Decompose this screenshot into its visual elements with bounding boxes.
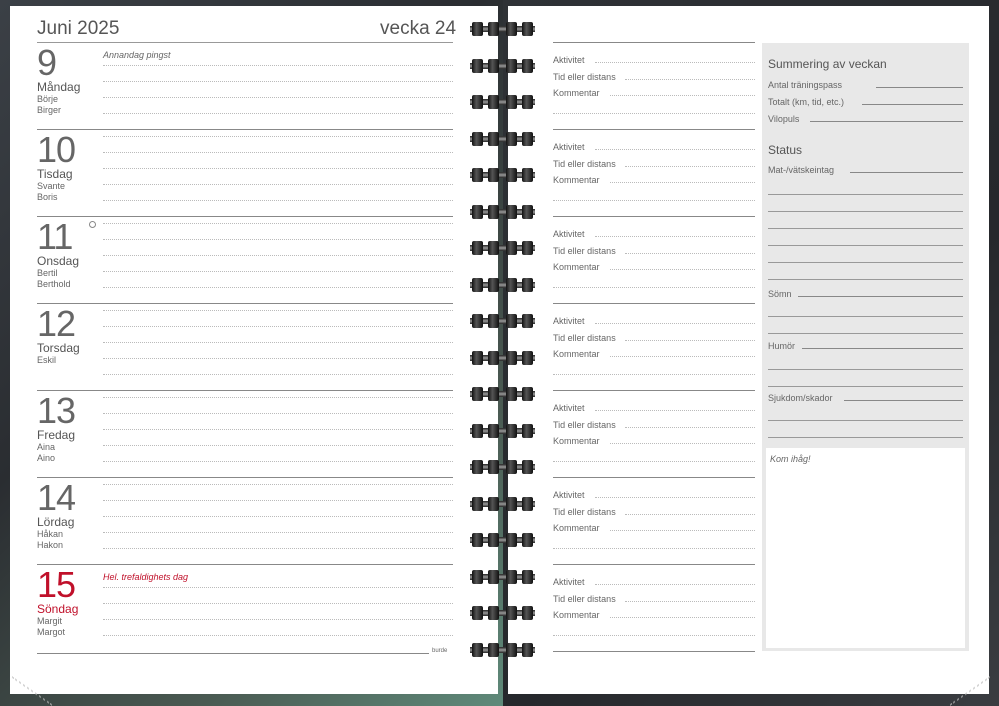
writing-line bbox=[103, 619, 453, 620]
writing-line bbox=[103, 500, 453, 501]
holiday-note: Hel. trefaldighets dag bbox=[103, 572, 189, 582]
day-block-saturday[interactable] bbox=[37, 478, 453, 565]
spiral-ring bbox=[470, 95, 535, 109]
activity-field[interactable] bbox=[553, 72, 755, 82]
writing-line bbox=[103, 65, 453, 66]
name-day: Berthold bbox=[37, 279, 71, 289]
dotted-line bbox=[610, 530, 755, 531]
day-number: 10 bbox=[37, 129, 76, 170]
activity-field-label: Tid eller distans bbox=[553, 71, 616, 82]
week-summary-panel bbox=[762, 43, 969, 651]
field-training-sessions[interactable] bbox=[768, 80, 963, 90]
activity-field-label: Kommentar bbox=[553, 523, 600, 533]
remember-box[interactable] bbox=[766, 448, 965, 648]
day-block-friday[interactable] bbox=[37, 391, 453, 478]
activity-field[interactable] bbox=[553, 594, 755, 604]
fill-line bbox=[798, 296, 963, 297]
activity-field-label: Kommentar bbox=[553, 436, 600, 446]
activity-field[interactable] bbox=[553, 229, 755, 239]
activity-field-label: Aktivitet bbox=[553, 577, 585, 587]
spiral-ring bbox=[470, 424, 535, 438]
day-name: Fredag bbox=[37, 428, 76, 442]
fill-line bbox=[862, 104, 963, 105]
writing-line bbox=[553, 461, 755, 462]
dotted-line bbox=[625, 514, 755, 515]
dotted-line bbox=[610, 182, 755, 183]
activity-field[interactable] bbox=[553, 403, 755, 413]
name-day: Bertil bbox=[37, 268, 58, 278]
fill-line bbox=[768, 262, 963, 263]
field-sleep[interactable] bbox=[768, 289, 963, 299]
activity-field-label: Aktivitet bbox=[553, 229, 585, 239]
writing-line bbox=[103, 113, 453, 114]
fill-line bbox=[768, 420, 963, 421]
spiral-ring bbox=[470, 643, 535, 657]
spiral-ring bbox=[470, 132, 535, 146]
activity-field-label: Tid eller distans bbox=[553, 158, 616, 169]
activity-field[interactable] bbox=[553, 436, 755, 446]
activity-block[interactable] bbox=[553, 130, 755, 217]
writing-line bbox=[103, 342, 453, 343]
activity-field-label: Kommentar bbox=[553, 610, 600, 620]
activity-field-label: Kommentar bbox=[553, 175, 600, 185]
dotted-line bbox=[595, 236, 755, 237]
dotted-line bbox=[610, 269, 755, 270]
dotted-line bbox=[595, 497, 755, 498]
spiral-ring bbox=[470, 460, 535, 474]
status-title: Status bbox=[768, 143, 803, 157]
dotted-line bbox=[595, 149, 755, 150]
dotted-line bbox=[610, 356, 755, 357]
dotted-line bbox=[595, 323, 755, 324]
day-number-holiday: 15 bbox=[37, 564, 76, 605]
remember-label: Kom ihåg! bbox=[770, 454, 811, 464]
fill-line bbox=[768, 211, 963, 212]
writing-line bbox=[103, 287, 453, 288]
day-block-sunday[interactable] bbox=[37, 565, 453, 652]
writing-line bbox=[553, 548, 755, 549]
writing-line bbox=[103, 239, 453, 240]
activity-field[interactable] bbox=[553, 88, 755, 98]
writing-line bbox=[103, 516, 453, 517]
name-day: Aina bbox=[37, 442, 56, 452]
name-day: Eskil bbox=[37, 355, 57, 365]
name-day: Margot bbox=[37, 627, 66, 637]
activity-field[interactable] bbox=[553, 246, 755, 256]
activity-field[interactable] bbox=[553, 333, 755, 343]
activity-field[interactable] bbox=[553, 577, 755, 587]
writing-line bbox=[103, 635, 453, 636]
day-number: 13 bbox=[37, 390, 76, 431]
writing-line bbox=[103, 413, 453, 414]
activity-field-label: Aktivitet bbox=[553, 490, 585, 500]
month-title: Juni 2025 bbox=[37, 18, 120, 39]
writing-line bbox=[103, 310, 453, 311]
name-day: Börje bbox=[37, 94, 59, 104]
dotted-line bbox=[595, 62, 755, 63]
day-block-monday[interactable] bbox=[37, 43, 453, 130]
activity-field[interactable] bbox=[553, 142, 755, 152]
activity-field[interactable] bbox=[553, 523, 755, 533]
dotted-line bbox=[625, 427, 755, 428]
spiral-ring bbox=[470, 278, 535, 292]
day-number: 14 bbox=[37, 477, 76, 518]
activity-field[interactable] bbox=[553, 420, 755, 430]
day-block-tuesday[interactable] bbox=[37, 130, 453, 217]
spiral-ring bbox=[470, 22, 535, 36]
writing-line bbox=[103, 587, 453, 588]
activity-field-label: Tid eller distans bbox=[553, 332, 616, 343]
activity-field-label: Tid eller distans bbox=[553, 419, 616, 430]
fill-line bbox=[768, 279, 963, 280]
fill-line bbox=[844, 400, 963, 401]
fill-line bbox=[768, 386, 963, 387]
activity-field[interactable] bbox=[553, 349, 755, 359]
activity-field[interactable] bbox=[553, 490, 755, 500]
spiral-ring bbox=[470, 168, 535, 182]
activity-block[interactable] bbox=[553, 565, 755, 652]
dotted-line bbox=[625, 79, 755, 80]
day-name: Måndag bbox=[37, 80, 81, 94]
dotted-line bbox=[610, 95, 755, 96]
activity-field[interactable] bbox=[553, 159, 755, 169]
activity-field-label: Tid eller distans bbox=[553, 245, 616, 256]
activity-field-label: Aktivitet bbox=[553, 142, 585, 152]
field-label: Vilopuls bbox=[768, 114, 800, 124]
day-number: 9 bbox=[37, 42, 57, 83]
writing-line bbox=[103, 200, 453, 201]
day-block-wednesday[interactable] bbox=[37, 217, 453, 304]
full-moon-icon bbox=[89, 221, 96, 228]
fill-line bbox=[768, 369, 963, 370]
fill-line bbox=[810, 121, 963, 122]
writing-line bbox=[103, 484, 453, 485]
writing-line bbox=[103, 445, 453, 446]
spiral-ring bbox=[470, 533, 535, 547]
activity-field-label: Kommentar bbox=[553, 349, 600, 359]
name-day: Aino bbox=[37, 453, 56, 463]
activity-field-label: Aktivitet bbox=[553, 403, 585, 413]
writing-line bbox=[103, 81, 453, 82]
spiral-ring bbox=[470, 205, 535, 219]
writing-line bbox=[103, 136, 453, 137]
fill-line bbox=[768, 245, 963, 246]
field-label: Totalt (km, tid, etc.) bbox=[768, 97, 845, 107]
dotted-line bbox=[595, 584, 755, 585]
field-label: Sjukdom/skador bbox=[768, 393, 833, 403]
writing-line bbox=[103, 326, 453, 327]
writing-line bbox=[103, 532, 453, 533]
writing-line bbox=[103, 374, 453, 375]
fill-line bbox=[768, 316, 963, 317]
summary-title: Summering av veckan bbox=[768, 57, 887, 71]
name-day: Håkan bbox=[37, 529, 64, 539]
writing-line bbox=[553, 287, 755, 288]
spiral-ring bbox=[470, 387, 535, 401]
dotted-line bbox=[610, 617, 755, 618]
field-label: Antal träningspass bbox=[768, 80, 843, 90]
brand-logo: burde bbox=[432, 648, 448, 654]
writing-line bbox=[103, 184, 453, 185]
day-name-holiday: Söndag bbox=[37, 602, 79, 616]
day-name: Onsdag bbox=[37, 254, 80, 268]
activity-field-label: Kommentar bbox=[553, 88, 600, 98]
spiral-ring bbox=[470, 59, 535, 73]
activity-field[interactable] bbox=[553, 507, 755, 517]
dotted-line bbox=[610, 443, 755, 444]
field-label: Mat-/vätskeintag bbox=[768, 165, 835, 175]
writing-line bbox=[553, 374, 755, 375]
day-note: Annandag pingst bbox=[103, 50, 171, 60]
activity-field-label: Tid eller distans bbox=[553, 506, 616, 517]
field-total[interactable] bbox=[768, 97, 963, 107]
writing-line bbox=[553, 113, 755, 114]
activity-block[interactable] bbox=[553, 478, 755, 565]
writing-line bbox=[103, 271, 453, 272]
day-name: Tisdag bbox=[37, 167, 73, 181]
writing-line bbox=[103, 97, 453, 98]
activity-block[interactable] bbox=[553, 391, 755, 478]
writing-line bbox=[103, 168, 453, 169]
dotted-line bbox=[625, 601, 755, 602]
spiral-ring bbox=[470, 606, 535, 620]
activity-field[interactable] bbox=[553, 316, 755, 326]
writing-line bbox=[103, 461, 453, 462]
activity-field[interactable] bbox=[553, 175, 755, 185]
footer-rule bbox=[37, 653, 429, 654]
name-day: Birger bbox=[37, 105, 62, 115]
writing-line bbox=[103, 429, 453, 430]
activity-field-label: Kommentar bbox=[553, 262, 600, 272]
dotted-line bbox=[625, 253, 755, 254]
field-food-intake[interactable] bbox=[768, 165, 963, 175]
day-block-thursday[interactable] bbox=[37, 304, 453, 391]
writing-line bbox=[103, 255, 453, 256]
activity-field[interactable] bbox=[553, 610, 755, 620]
dotted-line bbox=[595, 410, 755, 411]
writing-line bbox=[553, 635, 755, 636]
field-mood[interactable] bbox=[768, 341, 963, 351]
activity-field-label: Tid eller distans bbox=[553, 593, 616, 604]
name-day: Svante bbox=[37, 181, 66, 191]
writing-line bbox=[103, 603, 453, 604]
activity-block[interactable] bbox=[553, 304, 755, 391]
fill-line bbox=[768, 333, 963, 334]
fill-line bbox=[850, 172, 963, 173]
activity-block[interactable] bbox=[553, 217, 755, 304]
activity-field-label: Aktivitet bbox=[553, 316, 585, 326]
day-number: 11 bbox=[37, 216, 73, 257]
writing-line bbox=[103, 152, 453, 153]
name-day: Hakon bbox=[37, 540, 64, 550]
field-label: Humör bbox=[768, 341, 796, 351]
day-number: 12 bbox=[37, 303, 76, 344]
fill-line bbox=[768, 194, 963, 195]
fill-line bbox=[768, 228, 963, 229]
day-name: Lördag bbox=[37, 515, 75, 529]
day-name: Torsdag bbox=[37, 341, 80, 355]
name-day: Margit bbox=[37, 616, 63, 626]
spiral-ring bbox=[470, 497, 535, 511]
fill-line bbox=[802, 348, 963, 349]
field-illness-injuries[interactable] bbox=[768, 393, 963, 403]
name-day: Boris bbox=[37, 192, 58, 202]
writing-line bbox=[103, 397, 453, 398]
spiral-ring bbox=[470, 241, 535, 255]
activity-block[interactable] bbox=[553, 43, 755, 130]
field-label: Sömn bbox=[768, 289, 792, 299]
spiral-ring bbox=[470, 314, 535, 328]
fill-line bbox=[876, 87, 963, 88]
writing-line bbox=[553, 200, 755, 201]
field-resting-pulse[interactable] bbox=[768, 114, 963, 124]
activity-field[interactable] bbox=[553, 55, 755, 65]
activity-field-label: Aktivitet bbox=[553, 55, 585, 65]
dotted-line bbox=[625, 166, 755, 167]
spiral-ring bbox=[470, 570, 535, 584]
writing-line bbox=[103, 223, 453, 224]
spiral-ring bbox=[470, 351, 535, 365]
dotted-line bbox=[625, 340, 755, 341]
writing-line bbox=[103, 548, 453, 549]
week-number: vecka 24 bbox=[380, 18, 457, 39]
writing-line bbox=[103, 358, 453, 359]
activity-field[interactable] bbox=[553, 262, 755, 272]
fill-line bbox=[768, 437, 963, 438]
